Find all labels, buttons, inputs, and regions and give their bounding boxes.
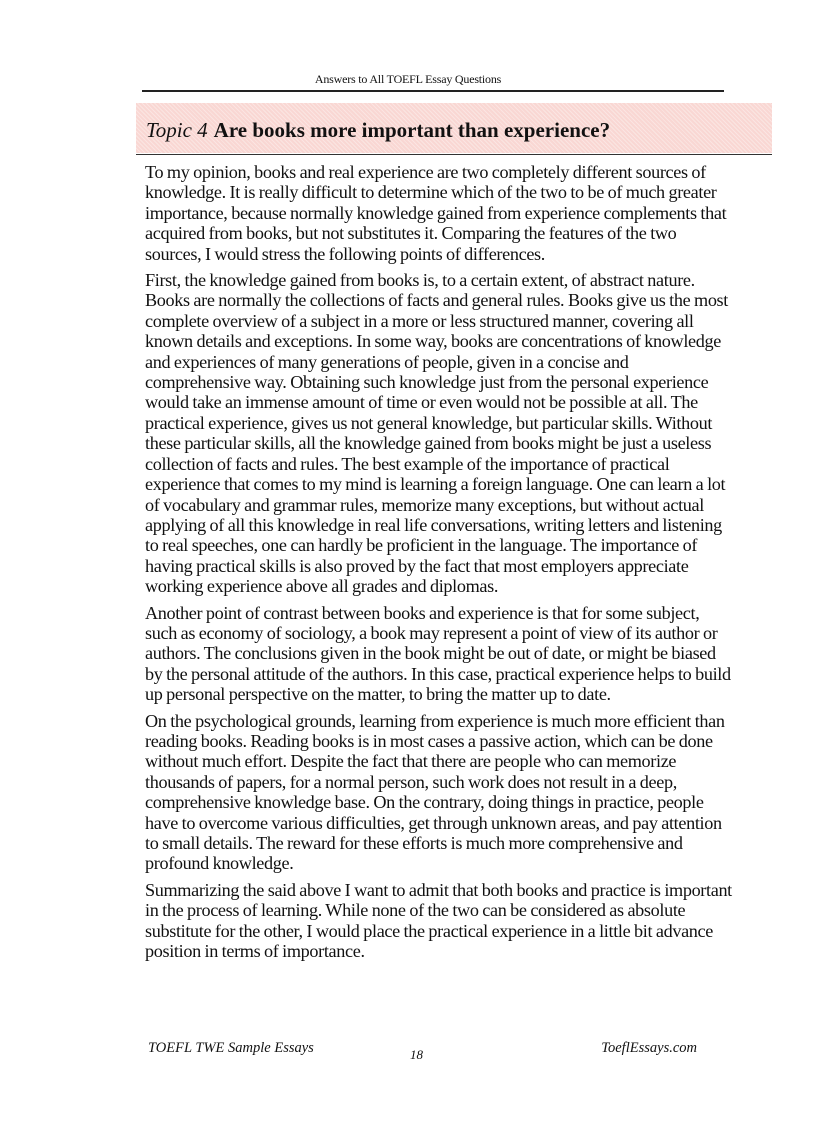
paragraph-2: First, the knowledge gained from books is, to a certain extent, of abstract nature. Books are normally the collections of facts and general rules. Books give us the most complete overview of a subject in a more or less structured manner, covering all known details and exceptions. In some way, books are concentrations of knowledge and experiences of many generations of people, given in a concise and comprehensive way. Obtaining such knowledge just from the personal experience would take an immense amount of time or even would not be possible at all. The practical experience, gives us not general knowledge, but particular skills. Without these particular skills, all the knowledge gained from books might be just a useless collection of facts and rules. The best example of the importance of practical experience that comes to my mind is learning a foreign language. One can learn a lot of vocabulary and grammar rules, memorize many exceptions, but without actual applying of all this knowledge in real life conversations, writing letters and listening to real speeches, one can hardly be proficient in the language. The importance of having practical skills is also proved by the fact that most employers appreciate working experience above all grades and diplomas.: [145, 270, 728, 597]
topic-question: Are books more important than experience?: [213, 118, 611, 142]
essay-body: [145, 162, 735, 967]
header-divider: [142, 90, 724, 92]
running-header: Answers to All TOEFL Essay Questions: [314, 72, 502, 86]
paragraph-5: Summarizing the said above I want to admit that both books and practice is important in the process of learning. While none of the two can be considered as absolute substitute for the other, I would place the practical experience in a little bit advance position in terms of importance.: [145, 879, 732, 962]
topic-heading: [146, 118, 610, 143]
page-number: 18: [410, 1047, 423, 1062]
footer-right-text: ToeflEssays.com: [601, 1040, 697, 1056]
paragraph-4: On the psychological grounds, learning from experience is much more efficient than reading books. Reading books is in most cases a passive action, which can be done without much effort. Despite the fact that there are people who can memorize thousands of papers, for a normal person, such work does not result in a deep, comprehensive knowledge base. On the contrary, doing things in practice, people have to overcome various difficulties, get through unknown areas, and pay attention to small details. The reward for these efforts is much more comprehensive and profound knowledge.: [145, 710, 725, 874]
footer-left-text: TOEFL TWE Sample Essays: [148, 1040, 314, 1056]
topic-divider: [136, 154, 772, 155]
paragraph-1: To my opinion, books and real experience are two completely different sources of knowledge. It is really difficult to determine which of the two to be of much greater importance, because normally knowledge gained from experience complements that acquired from books, but not substitutes it. Comparing the features of the two sources, I would stress the following points of differences.: [145, 162, 727, 264]
paragraph-3: Another point of contrast between books and experience is that for some subject, such as economy of sociology, a book may represent a point of view of its author or authors. The conclusions given in the book might be out of date, or might be biased by the personal attitude of the authors. In this case, practical experience helps to build up personal perspective on the matter, to bring the matter up to date.: [145, 602, 731, 705]
topic-number: Topic 4: [146, 118, 208, 142]
